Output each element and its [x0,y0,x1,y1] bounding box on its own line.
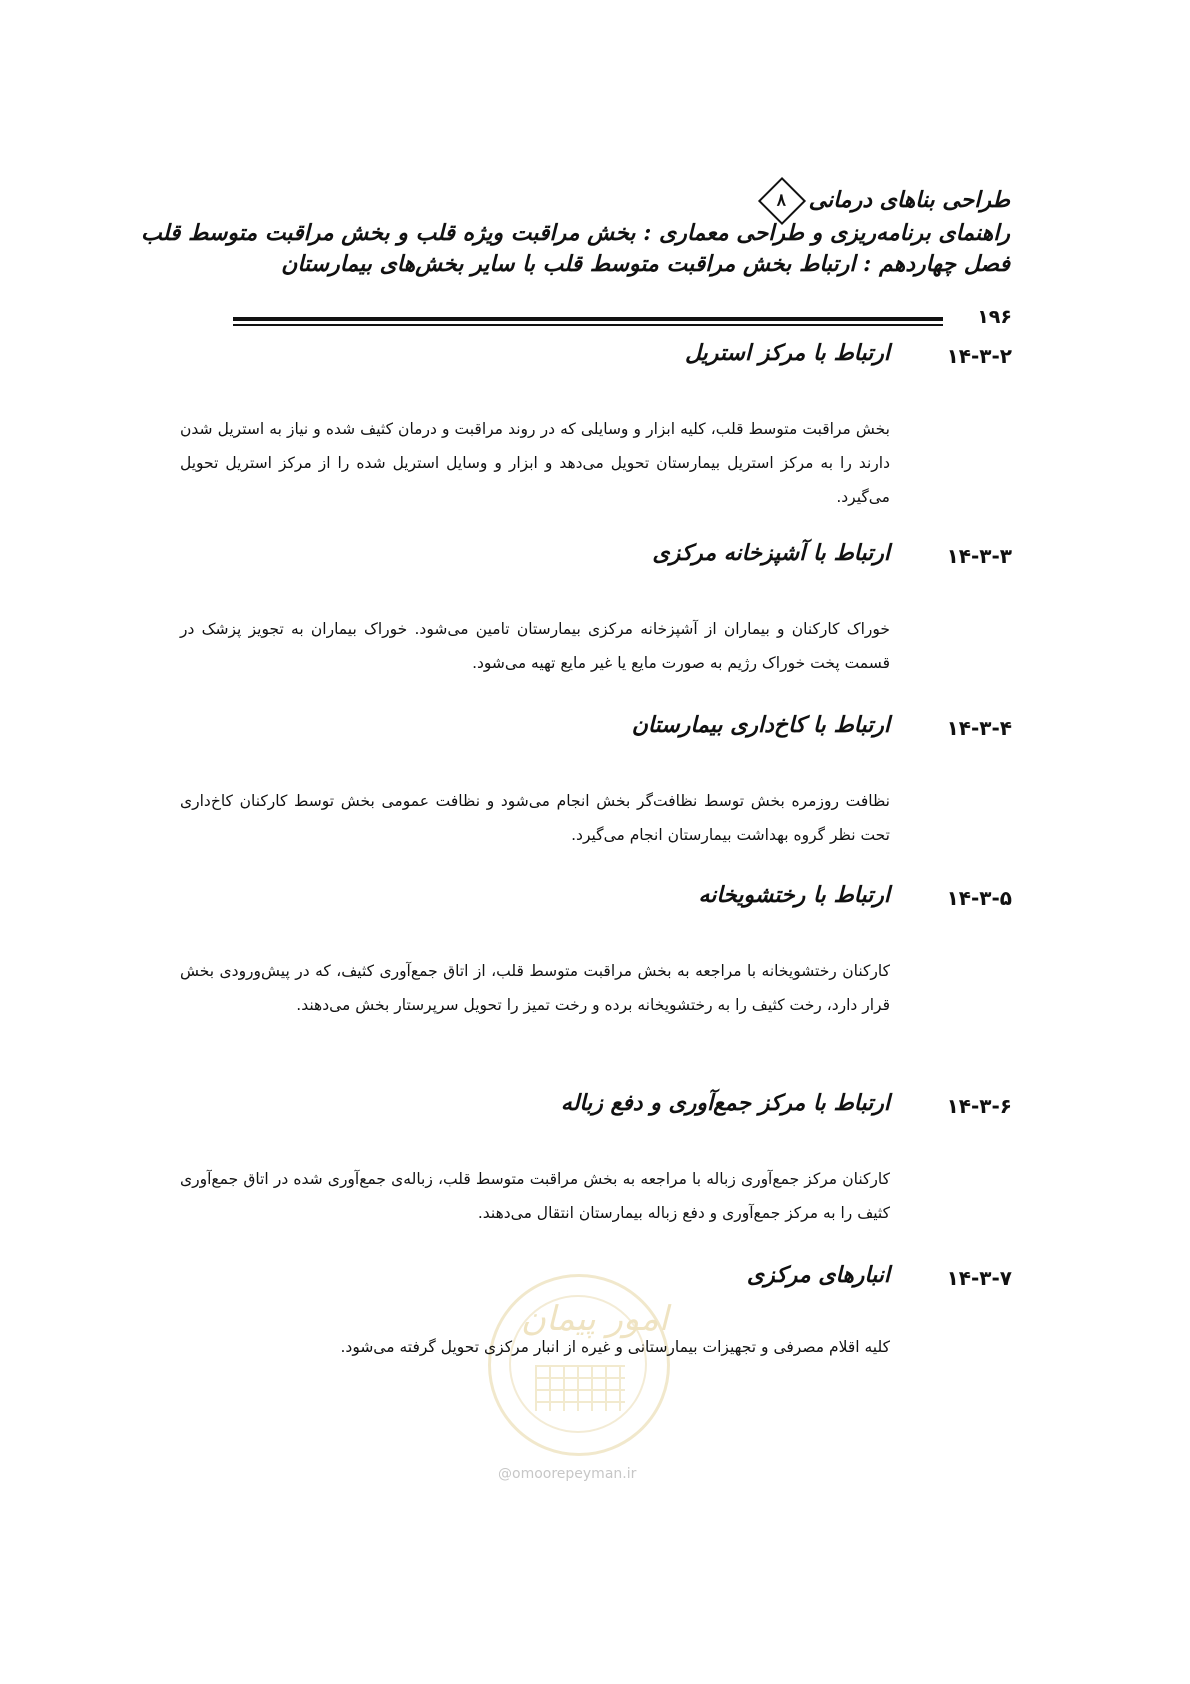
divider-thick [233,317,943,321]
section-laundry [180,882,1012,1014]
book-series-title: طراحی بناهای درمانی [808,187,1010,213]
header-divider [233,317,943,326]
section-title: ارتباط با مرکز استریل [685,340,890,366]
section-paragraph: کارکنان مرکز جمع‌آوری زباله با مراجعه به بخش مراقبت متوسط قلب، زباله‌ی جمع‌آوری شده در اتاق جمع‌آوری کثیف را به مرکز جمع‌آوری و دفع زباله بیمارستان انتقال می‌دهند. [180,1170,890,1222]
section-paragraph: کلیه اقلام مصرفی و تجهیزات بیمارستانی و غیره از انبار مرکزی تحویل گرفته می‌شود. [340,1338,890,1356]
running-header [141,184,1010,280]
watermark-url: @omoorepeyman.ir [498,1466,637,1482]
section-number: ۱۴-۳-۷ [946,1266,1012,1290]
section-heading [292,882,1012,922]
section-title: ارتباط با مرکز جمع‌آوری و دفع زباله [560,1090,890,1116]
watermark-building-icon [535,1365,625,1411]
section-paragraph: بخش مراقبت متوسط قلب، کلیه ابزار و وسایلی که در روند مراقبت و درمان کثیف شده و نیاز به استریل شدن دارند را به مرکز استریل بیمارستان تحویل می‌دهد و ابزار و وسایل استریل شده را از مرکز استریل تحویل می‌گیرد. [180,420,890,506]
section-central-kitchen [180,540,1012,672]
section-title: انبارهای مرکزی [746,1262,890,1288]
header-line-3: فصل چهاردهم : ارتباط بخش مراقبت متوسط قلب با سایر بخش‌های بیمارستان [281,251,1010,277]
section-number: ۱۴-۳-۴ [946,716,1012,740]
section-number: ۱۴-۳-۳ [946,544,1012,568]
section-waste-disposal [180,1090,1012,1222]
section-title: ارتباط با کاخ‌داری بیمارستان [631,712,890,738]
header-line-2: راهنمای برنامه‌ریزی و طراحی معماری : بخش مراقبت ویژه قلب و بخش مراقبت متوسط قلب [141,220,1010,246]
section-paragraph: نظافت روزمره بخش توسط نظافت‌گر بخش انجام می‌شود و نظافت عمومی بخش توسط کارکنان کاخ‌داری تحت نظر گروه بهداشت بیمارستان انجام می‌گیرد. [180,792,890,844]
watermark-logo-text: امور پیمان [521,1299,669,1339]
section-title: ارتباط با رختشویخانه [698,882,890,908]
section-paragraph: خوراک کارکنان و بیماران از آشپزخانه مرکزی بیمارستان تامین می‌شود. خوراک بیماران به تجویز پزشک در قسمت پخت خوراک رژیم به صورت مایع یا غیر مایع تهیه می‌شود. [180,620,890,672]
page-number: ۱۹۶ [977,306,1012,328]
section-number: ۱۴-۳-۲ [946,344,1012,368]
section-sterile-center [180,340,1012,506]
section-heading [292,1262,1012,1302]
section-paragraph: کارکنان رختشویخانه با مراجعه به بخش مراقبت متوسط قلب، از اتاق جمع‌آوری کثیف، که در پیش‌ورودی بخش قرار دارد، رخت کثیف را به رختشویخانه برده و رخت تمیز را تحویل سرپرستار بخش می‌دهند. [180,962,890,1014]
section-title: ارتباط با آشپزخانه مرکزی [652,540,890,566]
section-heading [292,1090,1012,1130]
volume-number: ۸ [777,190,787,211]
section-heading [292,712,1012,752]
section-number: ۱۴-۳-۵ [946,886,1012,910]
section-heading [292,340,1012,380]
divider-thin [233,324,943,326]
header-line-1 [190,184,1010,218]
section-heading [292,540,1012,580]
section-number: ۱۴-۳-۶ [946,1094,1012,1118]
section-housekeeping [180,712,1012,844]
